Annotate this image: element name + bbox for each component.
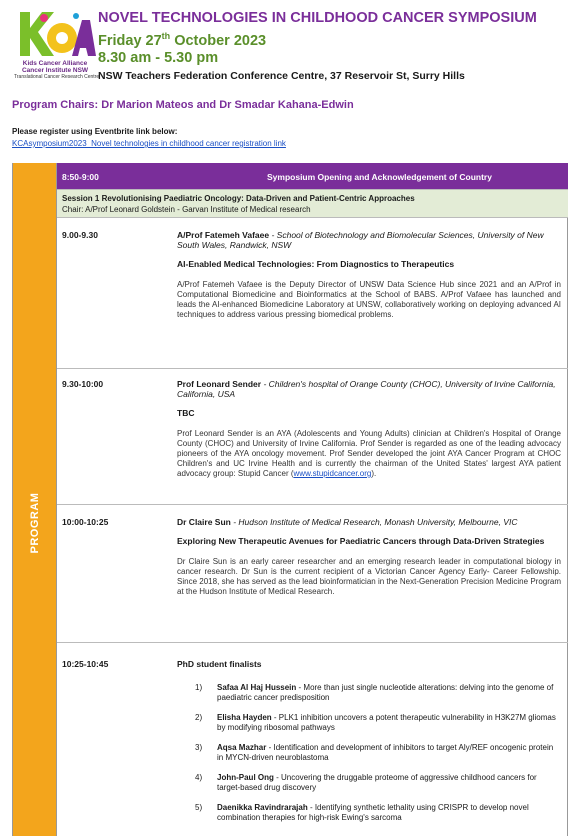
talk-row <box>57 218 568 369</box>
program-table <box>12 163 568 836</box>
session-chair: Chair: A/Prof Leonard Goldstein - Garvan Institute of Medical research <box>62 205 311 214</box>
talk-row <box>57 505 568 643</box>
opening-title: Symposium Opening and Acknowledgement of Country <box>267 172 492 182</box>
list-item: 3) Aqsa Mazhar - Identification and development of inhibitors to target Aly/REF oncogenic protein in MYCN-driven neuroblastoma <box>195 743 554 762</box>
session-title: Session 1 Revolutionising Paediatric Oncology: Data-Driven and Patient-Centric Approaches <box>62 194 415 203</box>
talk-speaker: Dr Claire Sun - Hudson Institute of Medical Research, Monash University, Melbourne, VIC <box>177 517 518 527</box>
register-instruction: Please register using Eventbrite link below: <box>12 127 178 136</box>
talk-row <box>57 369 568 505</box>
symposium-time: 8.30 am - 5.30 pm <box>98 50 219 66</box>
symposium-venue: NSW Teachers Federation Conference Centre, 37 Reservoir St, Surry Hills <box>98 70 465 82</box>
talk-time: 10:00-10:25 <box>62 517 109 527</box>
talk-time: 9.00-9.30 <box>62 230 98 240</box>
registration-link[interactable]: KCAsymposium2023_Novel technologies in childhood cancer registration link <box>12 139 286 148</box>
phd-content <box>177 659 561 833</box>
opening-row <box>57 163 568 190</box>
talk-content <box>177 379 561 479</box>
phd-time: 10:25-10:45 <box>62 659 109 669</box>
talk-title: Exploring New Therapeutic Avenues for Paediatric Cancers through Data-Driven Strategies <box>177 536 545 546</box>
program-sidebar <box>13 163 57 836</box>
logo-text-kca: Kids Cancer Alliance <box>22 60 88 67</box>
kids-cancer-alliance-logo <box>14 8 100 84</box>
talk-time: 9.30-10:00 <box>62 379 104 389</box>
talk-bio: Dr Claire Sun is an early career researcher and an emerging research leader in computational biology in cancer research. Dr Sun is the current recipient of a Victorian Cancer Agency Early- Career Fellowship. Since 2018, she has served as the lead bioinformatician in the Next-Generation Precision Medicine Program at the Hudson Institute of Medical Research. <box>177 557 561 596</box>
talk-title: AI-Enabled Medical Technologies: From Diagnostics to Therapeutics <box>177 259 455 269</box>
program-label: PROGRAM <box>29 492 41 554</box>
talk-content <box>177 517 561 597</box>
talk-bio: A/Prof Fatemeh Vafaee is the Deputy Director of UNSW Data Science Hub since 2021 and an A/Prof in Computational Biomedicine and Bioinformatics at the School of BABS. A/Prof Vafaee has launched and leads the AI-enhanced Biomedicine Laboratory at UNSW, collaboratively working on deploying advanced AI techniques to address various pressing biomedical problems. <box>177 280 561 319</box>
session-header <box>57 190 568 218</box>
stupid-cancer-link[interactable]: www.stupidcancer.org <box>293 469 372 478</box>
opening-time: 8:50-9:00 <box>62 172 99 182</box>
list-item: 2) Elisha Hayden - PLK1 inhibition uncovers a potent therapeutic vulnerability in H3K27M gliomas by modifying ribosomal pathways <box>195 713 556 732</box>
finalists-list <box>177 683 561 823</box>
kca-logo-icon <box>14 8 96 60</box>
logo-text-cinsw: Cancer Institute NSW <box>21 67 89 74</box>
phd-row <box>57 643 568 836</box>
list-item: 1) Safaa Al Haj Hussein - More than just single nucleotide alterations: delving into the genome of paediatric cancer predisposition <box>195 683 554 702</box>
talk-title: TBC <box>177 408 195 418</box>
talk-bio: Prof Leonard Sender is an AYA (Adolescents and Young Adults) clinician at Children's Hospital of Orange County (CHOC) and University of Irvine California. Prof Sender is regarded as one of the leading advocacy pioneers of the AYA oncology movement. Prof Sender developed the joint AYA Cancer Program at CHOC Children's and UC Irvine Health and is currently the chairman of the United States' largest AYA patient advocacy group: Stupid Cancer (www.stupidcancer.org). <box>177 429 561 478</box>
list-item: 4) John-Paul Ong - Uncovering the druggable proteome of aggressive childhood cancers for target-based drug discovery <box>195 773 537 792</box>
talk-speaker: A/Prof Fatemeh Vafaee - School of Biotechnology and Biomolecular Sciences, University of New South Wales, Randwick, NSW <box>177 230 544 250</box>
phd-heading: PhD student finalists <box>177 659 262 669</box>
talk-speaker: Prof Leonard Sender - Children's hospital of Orange County (CHOC), University of Irvine California, California, USA <box>177 379 556 399</box>
header <box>0 0 573 100</box>
list-item: 5) Daenikka Ravindrarajah - Identifying synthetic lethality using CRISPR to develop novel combination therapies for high-risk Ewing's sarcoma <box>195 803 529 822</box>
logo-text-tcrc: Translational Cancer Research Centre <box>14 74 100 80</box>
symposium-date: Friday 27th October 2023 <box>98 31 267 49</box>
program-chairs: Program Chairs: Dr Marion Mateos and Dr Smadar Kahana-Edwin <box>12 99 354 111</box>
talk-content <box>177 230 561 320</box>
symposium-title: NOVEL TECHNOLOGIES IN CHILDHOOD CANCER SYMPOSIUM <box>98 10 537 26</box>
